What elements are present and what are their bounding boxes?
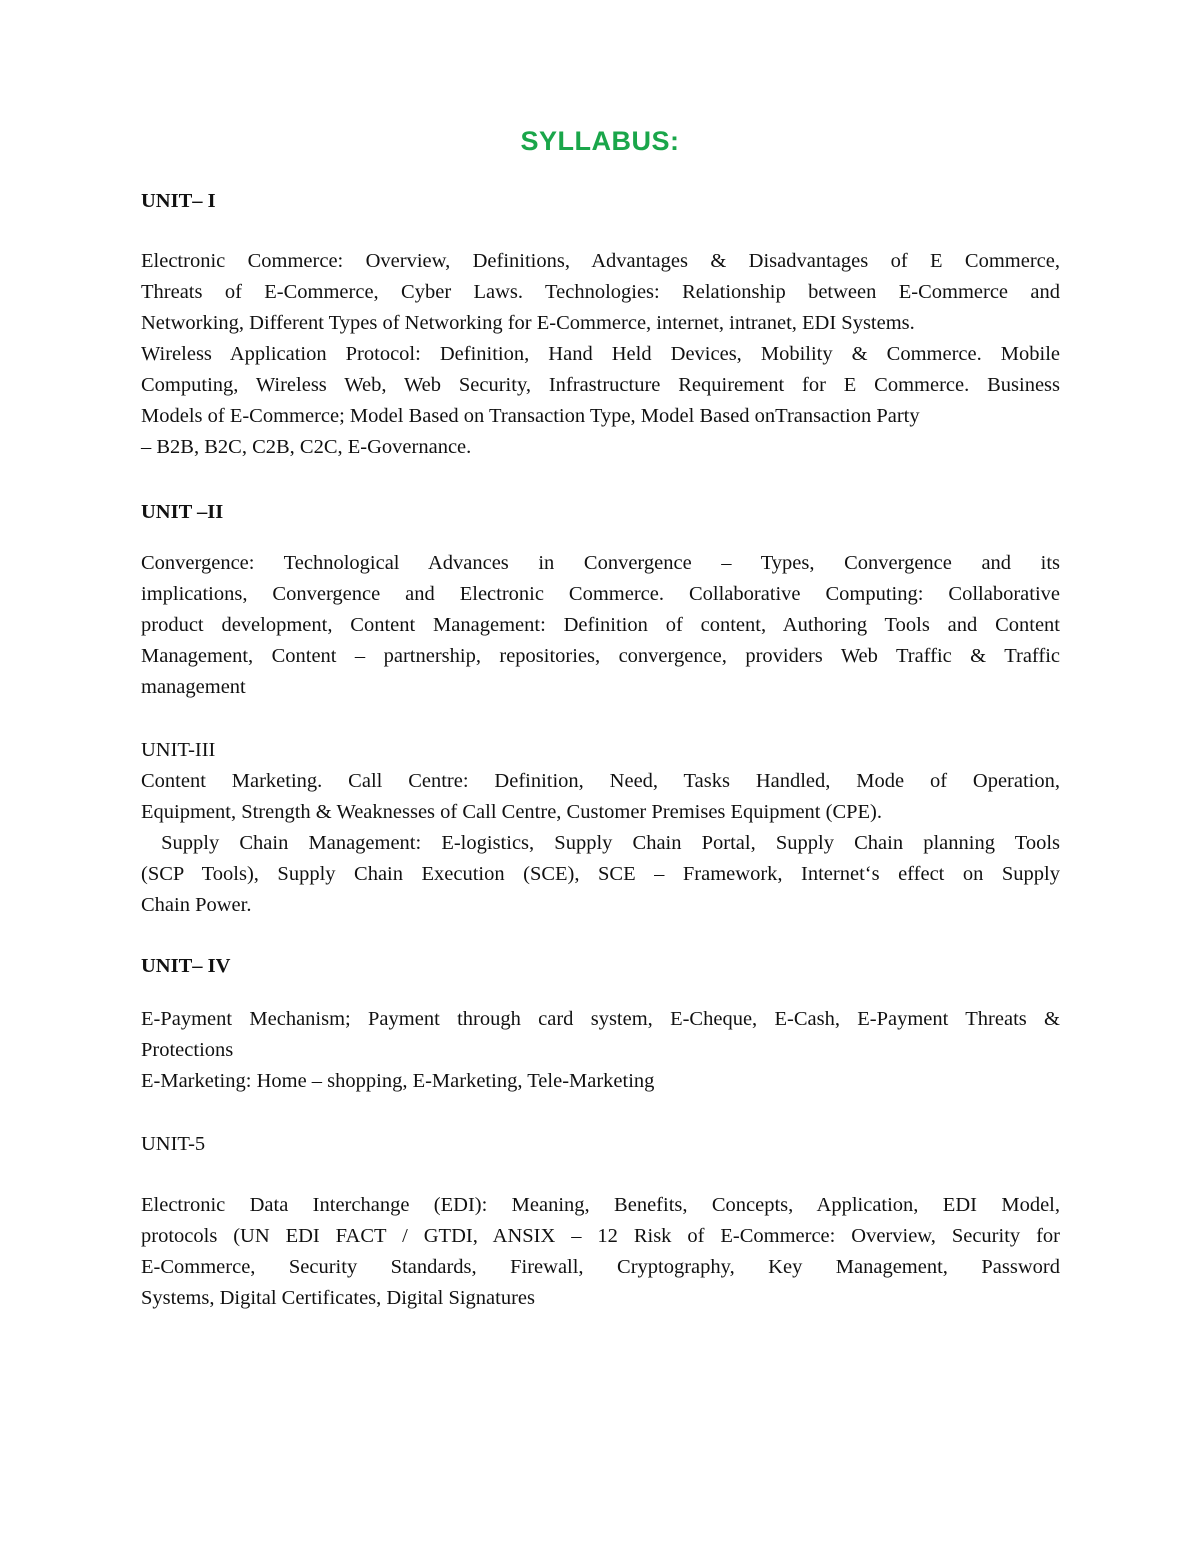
text-line: E-Marketing: Home – shopping, E-Marketing, Tele-Marketing [141,1070,655,1092]
unit-3-heading: UNIT-III [141,739,216,761]
text-line: Systems, Digital Certificates, Digital Signatures [141,1287,535,1309]
text-line: E-Payment Mechanism; Payment through card system, E-Cheque, E-Cash, E-Payment Threats & [141,1008,1060,1030]
unit-5-heading: UNIT-5 [141,1133,206,1155]
unit-5-content [141,1190,1060,1314]
unit-4-content [141,1004,1060,1097]
text-line: product development, Content Management: Definition of content, Authoring Tools and Content [141,614,1060,636]
unit-4-heading: UNIT– IV [141,955,231,977]
text-line: Wireless Application Protocol: Definition, Hand Held Devices, Mobility & Commerce. Mobile [141,343,1060,365]
text-line: – B2B, B2C, C2B, C2C, E-Governance. [141,436,472,458]
text-line: (SCP Tools), Supply Chain Execution (SCE), SCE – Framework, Internet‘s effect on Supply [141,863,1060,885]
unit-2-heading: UNIT –II [141,501,224,523]
page-title: SYLLABUS: [520,126,680,156]
text-line: Chain Power. [141,894,252,916]
unit-2-content [141,548,1060,703]
text-line: Networking, Different Types of Networking for E-Commerce, internet, intranet, EDI Systems. [141,312,915,334]
text-line: management [141,676,246,698]
text-line: implications, Convergence and Electronic Commerce. Collaborative Computing: Collaborative [141,583,1060,605]
text-line: E-Commerce, Security Standards, Firewall, Cryptography, Key Management, Password [141,1256,1060,1278]
unit-1-heading: UNIT– I [141,190,216,212]
text-line: Electronic Commerce: Overview, Definitions, Advantages & Disadvantages of E Commerce, [141,250,1060,272]
text-line: Management, Content – partnership, repositories, convergence, providers Web Traffic & Traffic [141,645,1060,667]
text-line: Computing, Wireless Web, Web Security, Infrastructure Requirement for E Commerce. Business [141,374,1060,396]
text-line: Content Marketing. Call Centre: Definition, Need, Tasks Handled, Mode of Operation, [141,770,1060,792]
text-line: Threats of E-Commerce, Cyber Laws. Technologies: Relationship between E-Commerce and [141,281,1060,303]
text-line: Supply Chain Management: E-logistics, Supply Chain Portal, Supply Chain planning Tools [141,832,1060,854]
text-line: Convergence: Technological Advances in Convergence – Types, Convergence and its [141,552,1060,574]
text-line: Protections [141,1039,234,1061]
text-line: protocols (UN EDI FACT / GTDI, ANSIX – 12 Risk of E-Commerce: Overview, Security for [141,1225,1060,1247]
unit-1-content [141,246,1060,463]
text-line: Equipment, Strength & Weaknesses of Call Centre, Customer Premises Equipment (CPE). [141,801,882,823]
text-line: Models of E-Commerce; Model Based on Transaction Type, Model Based onTransaction Party [141,405,920,427]
text-line: Electronic Data Interchange (EDI): Meaning, Benefits, Concepts, Application, EDI Model, [141,1194,1060,1216]
unit-3-content [141,766,1060,921]
